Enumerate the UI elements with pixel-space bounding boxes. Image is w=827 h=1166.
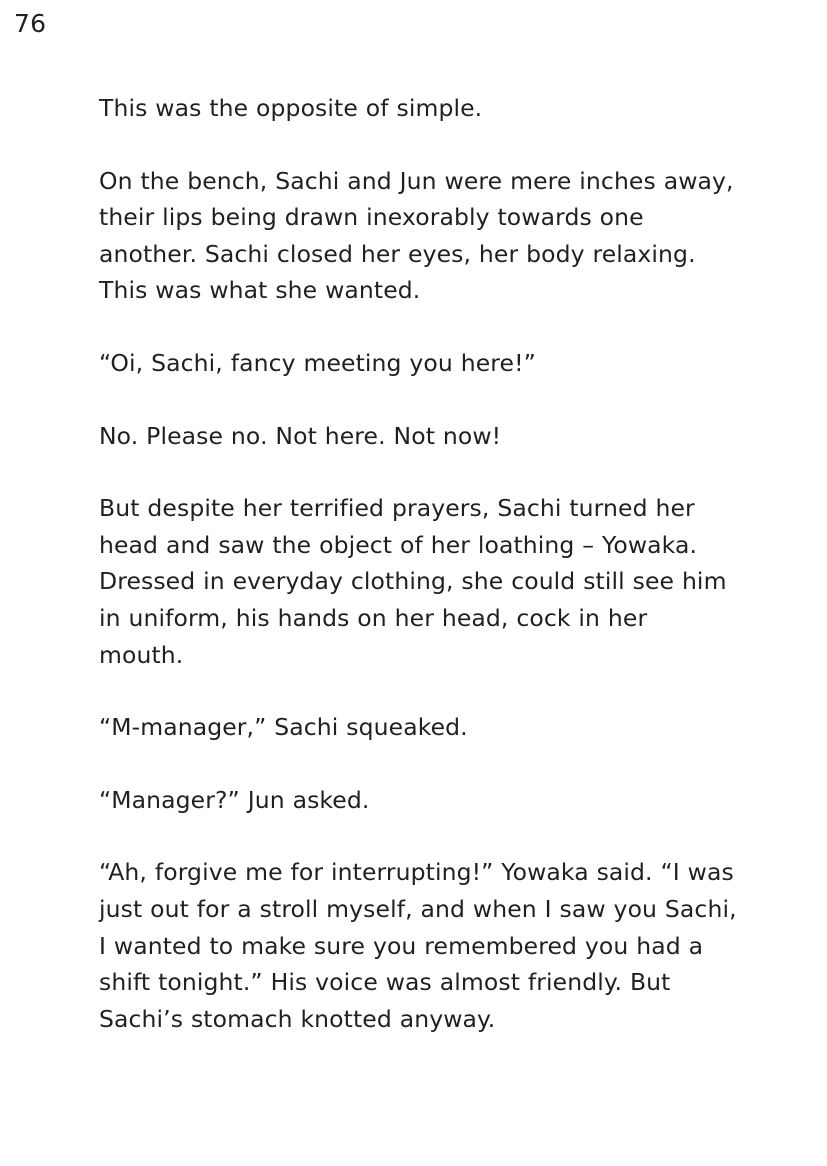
page-number: 76 [14,9,47,38]
paragraph: But despite her terrified prayers, Sachi turned her head and saw the object of her loathing – Yowaka. Dressed in everyday clothing, she could still see him in uniform, his hands on her head, cock in her mouth. [99,494,727,669]
paragraph: “Manager?” Jun asked. [99,785,370,814]
page-body-text [99,90,739,1037]
paragraph: This was the opposite of simple. [99,94,483,122]
paragraph: “Ah, forgive me for interrupting!” Yowaka said. “I was just out for a stroll myself, and when I saw you Sachi, I wanted to make sure you remembered you had a shift tonight.” His voice was almost friendly. But Sachi’s stomach knotted anyway. [99,858,737,1033]
paragraph: No. Please no. Not here. Not now! [99,421,502,450]
paragraph: “Oi, Sachi, fancy meeting you here!” [99,348,536,377]
paragraph: “M-manager,” Sachi squeaked. [99,713,468,742]
paragraph: On the bench, Sachi and Jun were mere inches away, their lips being drawn inexorably towards one another. Sachi closed her eyes, her body relaxing. This was what she wanted. [99,166,734,305]
